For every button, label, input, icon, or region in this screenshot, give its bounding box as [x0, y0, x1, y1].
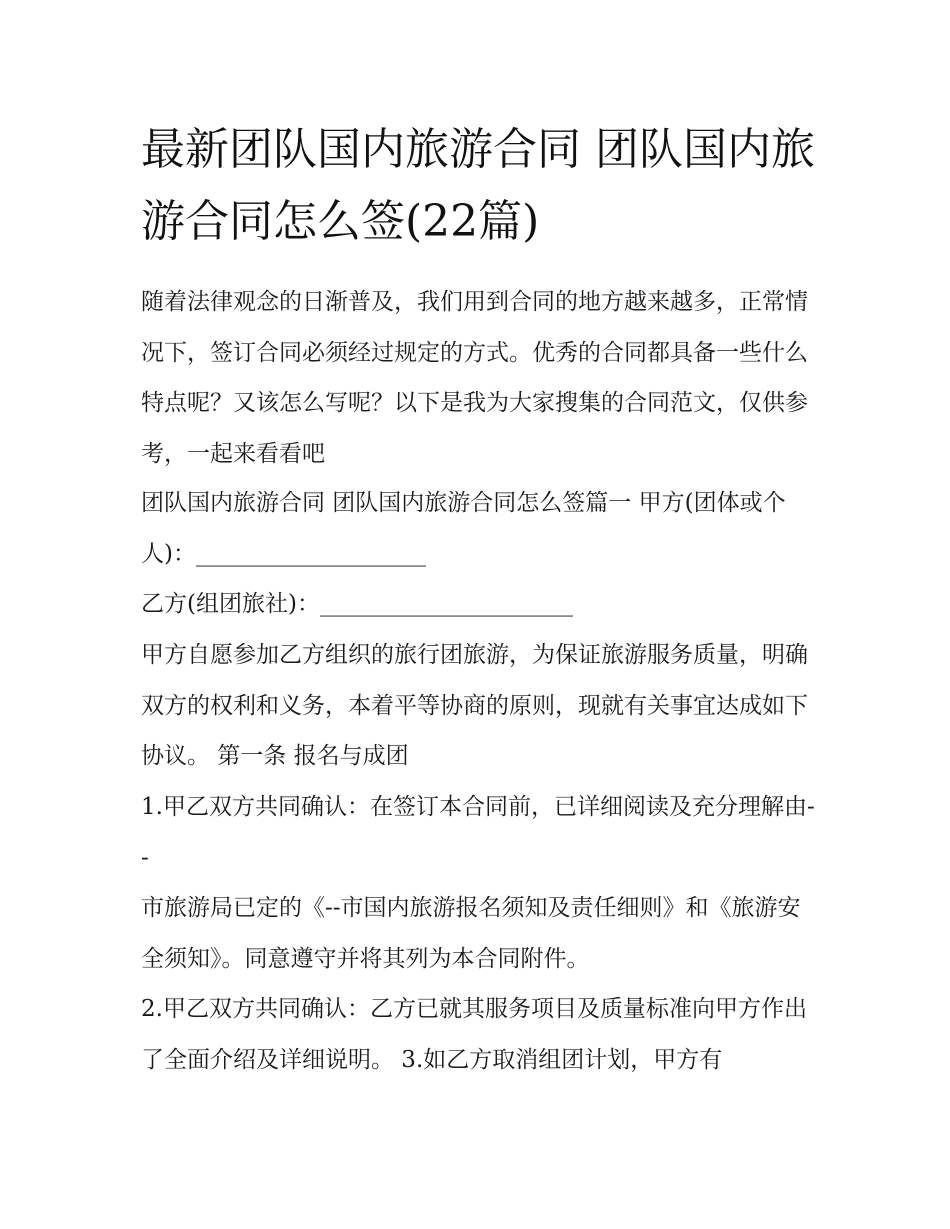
paragraph-clause-1-cont: 市旅游局已定的《--市国内旅游报名须知及责任细则》和《旅游安全须知》。同意遵守并将其列为本合同附件。 [141, 895, 801, 972]
paragraph-party-a: 团队国内旅游合同 团队国内旅游合同怎么签篇一 甲方(团体或个人)：____________________ [141, 490, 786, 567]
paragraph-agreement: 甲方自愿参加乙方组织的旅行团旅游，为保证旅游服务质量，明确双方的权利和义务，本着平等协商的原则，现就有关事宜达成如下协议。 第一条 报名与成团 [141, 642, 808, 769]
paragraph-clause-2-3: 2.甲乙双方共同确认：乙方已就其服务项目及质量标准向甲方作出了全面介绍及详细说明。 3.如乙方取消组团计划，甲方有 [141, 996, 807, 1073]
paragraph-intro: 随着法律观念的日渐普及，我们用到合同的地方越来越多，正常情况下，签订合同必须经过规定的方式。优秀的合同都具备一些什么特点呢？又该怎么写呢？以下是我为大家搜集的合同范文，仅供参考，一起来看看吧 [141, 289, 808, 467]
paragraph-clause-1: 1.甲乙双方共同确认：在签订本合同前，已详细阅读及充分理解由-- [141, 794, 815, 871]
paragraph-party-b: 乙方(组团旅社)：______________________ [141, 591, 573, 617]
document-title: 最新团队国内旅游合同 团队国内旅游合同怎么签(22篇) [141, 124, 815, 247]
